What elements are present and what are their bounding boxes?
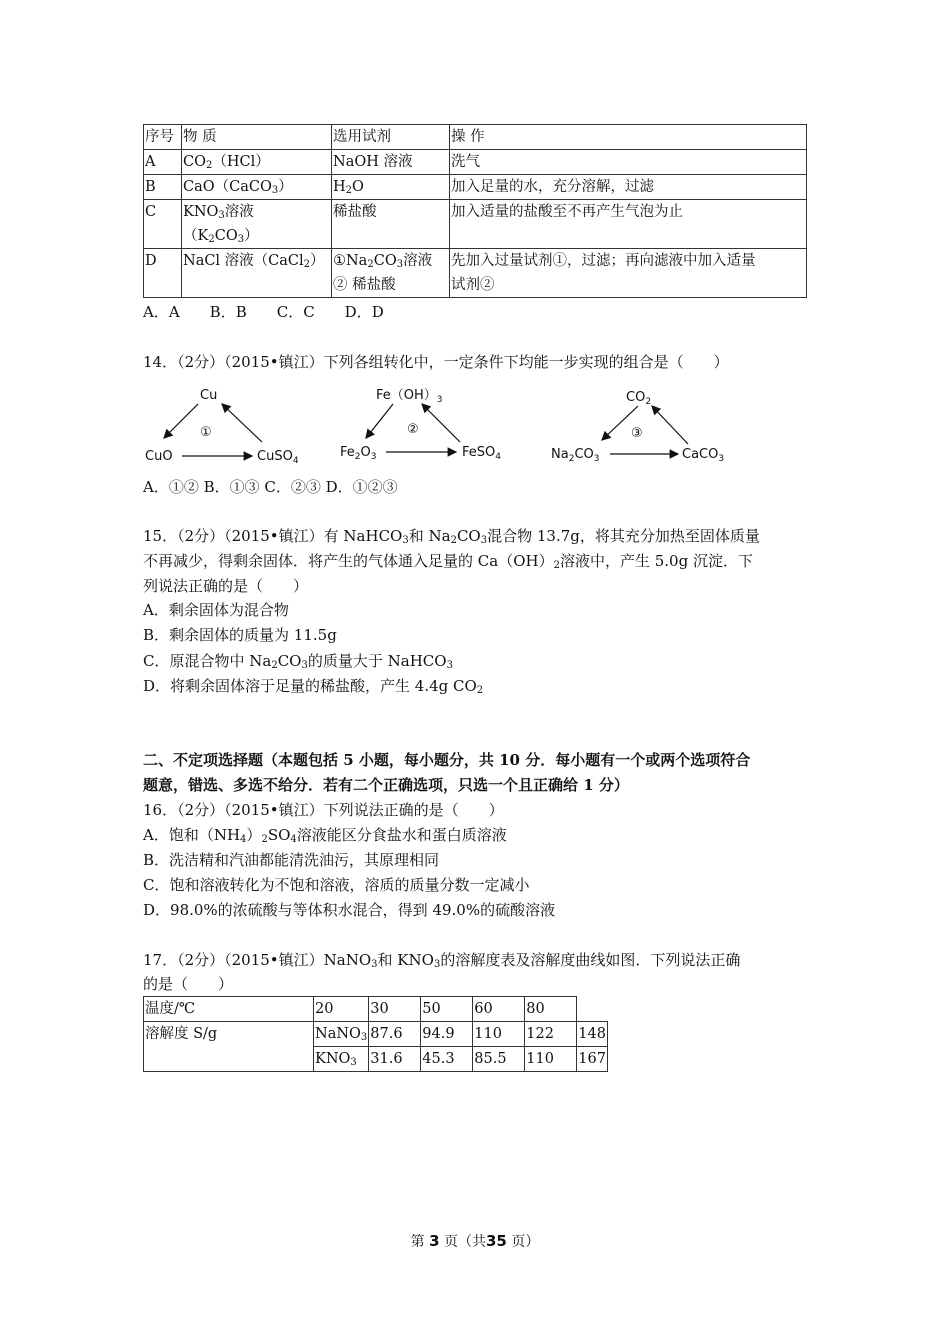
arrow-top-left xyxy=(164,404,198,438)
value-cell: 85.5 xyxy=(473,1047,525,1072)
arrow-right-top xyxy=(222,404,262,442)
value-cell: 45.3 xyxy=(421,1047,473,1072)
diagram3-top: $CO_2$ xyxy=(626,390,652,407)
substance-cell: NaCl 溶液（CaCl$_2$） xyxy=(182,249,332,298)
q17-line1: 17．（2分）（2015•镇江）NaNO$_3$和 $KNO_3$的溶解度表及溶解度曲线如图．下列说法正确 xyxy=(143,951,741,970)
value-cell: 94.9 xyxy=(421,1022,473,1047)
value-cell: 167 xyxy=(577,1047,608,1072)
operation-cell: 加入适量的盐酸至不再产生气泡为止 xyxy=(450,200,807,249)
diagram-3 xyxy=(551,390,724,464)
header-cell: 选用试剂 xyxy=(332,125,450,150)
diagram-2 xyxy=(340,388,501,462)
temp-cell: 50 xyxy=(421,997,473,1022)
diagram3-right: CaCO$_3$ xyxy=(682,447,725,464)
row-id: B xyxy=(144,175,182,200)
diagram2-right: FeSO$_4$ xyxy=(462,445,501,462)
q15-line1: 15．（2分）（2015•镇江）有 NaHCO$_3$和 $Na_2CO_3$混合物 13.7g，将其充分加热至固体质量 xyxy=(143,527,760,546)
diagram3-left: $Na_2CO_3$ xyxy=(551,447,600,464)
q16-stem: 16．（2分）（2015•镇江）下列说法正确的是（ ） xyxy=(143,801,504,819)
table-row xyxy=(144,200,807,249)
q15-option-b: B．剩余固体的质量为 11.5g xyxy=(143,626,337,644)
table-row xyxy=(144,175,807,200)
diagram2-left: $Fe_2O_3$ xyxy=(340,445,377,462)
diagram1-top: Cu xyxy=(200,388,218,403)
q16-option-d: D．98.0%的浓硫酸与等体积水混合，得到 49.0%的硫酸溶液 xyxy=(143,901,556,919)
diagram-1 xyxy=(145,388,299,466)
kno3-label: $KNO_3$ xyxy=(314,1047,369,1072)
q13-options: A．A B．B C．C D．D xyxy=(143,303,384,321)
q15-line3: 列说法正确的是（ ） xyxy=(143,577,309,595)
temp-label: 温度/℃ xyxy=(144,997,314,1022)
table-row xyxy=(144,1022,608,1047)
temp-cell: 30 xyxy=(369,997,421,1022)
section2-heading-line1: 二、不定项选择题（本题包括 5 小题，每小题分，共 10 分．每小题有一个或两个选项符合 xyxy=(143,751,751,769)
arrow-top-left xyxy=(366,404,393,438)
operation-cell: 加入足量的水，充分溶解，过滤 xyxy=(450,175,807,200)
row-id: D xyxy=(144,249,182,298)
operation-cell: 先加入过量试剂①，过滤；再向滤液中加入适量 试剂② xyxy=(450,249,807,298)
table-row xyxy=(144,997,608,1022)
diagram3-number: ③ xyxy=(631,426,643,441)
value-cell: 110 xyxy=(473,1022,525,1047)
substance-cell: CaO（CaCO$_3$） xyxy=(182,175,332,200)
reagent-cell: 稀盐酸 xyxy=(332,200,450,249)
separation-table xyxy=(143,124,807,298)
reagent-cell: NaOH 溶液 xyxy=(332,150,450,175)
arrow-right-top xyxy=(422,404,460,442)
row-id: C xyxy=(144,200,182,249)
q16-option-b: B．洗洁精和汽油都能清洗油污，其原理相同 xyxy=(143,851,440,869)
q17-line2: 的是（ ） xyxy=(143,975,234,993)
conversion-diagrams xyxy=(140,380,760,470)
reagent-cell: $①Na_2CO_3$溶液 ② 稀盐酸 xyxy=(332,249,450,298)
diagram1-right: CuSO$_4$ xyxy=(257,449,299,466)
value-cell: 31.6 xyxy=(369,1047,421,1072)
table-header-row xyxy=(144,125,807,150)
q15-option-a: A．剩余固体为混合物 xyxy=(143,601,289,619)
solubility-label: 溶解度 S/g xyxy=(144,1022,314,1072)
operation-cell: 洗气 xyxy=(450,150,807,175)
q14-options: A．①② B．①③ C．②③ D．①②③ xyxy=(143,478,398,496)
q15-option-c: C．原混合物中 $Na_2CO_3$的质量大于 NaHCO$_3$ xyxy=(143,652,453,671)
reagent-cell: $H_2O$ xyxy=(332,175,450,200)
diagram2-number: ② xyxy=(407,422,419,437)
value-cell: 148 xyxy=(577,1022,608,1047)
arrow-right-top xyxy=(652,406,688,444)
diagram2-top: $Fe(OH)_3$ xyxy=(376,388,443,405)
header-cell: 物 质 xyxy=(182,125,332,150)
value-cell: 122 xyxy=(525,1022,577,1047)
value-cell: 110 xyxy=(525,1047,577,1072)
value-cell: 87.6 xyxy=(369,1022,421,1047)
temp-cell: 20 xyxy=(314,997,369,1022)
page-footer: 第 3 页（共35 页） xyxy=(410,1232,540,1250)
diagram1-number: ① xyxy=(200,425,212,440)
q16-option-c: C．饱和溶液转化为不饱和溶液，溶质的质量分数一定减小 xyxy=(143,876,530,894)
empty-cell xyxy=(577,997,608,1022)
q16-option-a: A．饱和$(NH_4)_2SO_4$溶液能区分食盐水和蛋白质溶液 xyxy=(143,826,507,845)
substance-cell: $KNO_3$溶液 $(K_2CO_3)$ xyxy=(182,200,332,249)
q15-line2: 不再减少，得剩余固体．将产生的气体通入足量的 $Ca(OH)_2$溶液中，产生 5.0g 沉淀．下 xyxy=(143,552,753,571)
temp-cell: 80 xyxy=(525,997,577,1022)
temp-cell: 60 xyxy=(473,997,525,1022)
substance-cell: $CO_2(HCl)$ xyxy=(182,150,332,175)
table-row xyxy=(144,249,807,298)
diagram1-left: CuO xyxy=(145,449,173,464)
q15-option-d: D．将剩余固体溶于足量的稀盐酸，产生 4.4g $CO_2$ xyxy=(143,677,484,696)
solubility-table xyxy=(143,996,608,1072)
nano3-label: NaNO$_3$ xyxy=(314,1022,369,1047)
table-row xyxy=(144,150,807,175)
header-cell: 操 作 xyxy=(450,125,807,150)
q14-stem: 14．（2分）（2015•镇江）下列各组转化中，一定条件下均能一步实现的组合是（ ） xyxy=(143,353,729,371)
section2-heading-line2: 题意，错选、多选不给分．若有二个正确选项，只选一个且正确给 1 分） xyxy=(143,776,629,794)
row-id: A xyxy=(144,150,182,175)
header-cell: 序号 xyxy=(144,125,182,150)
